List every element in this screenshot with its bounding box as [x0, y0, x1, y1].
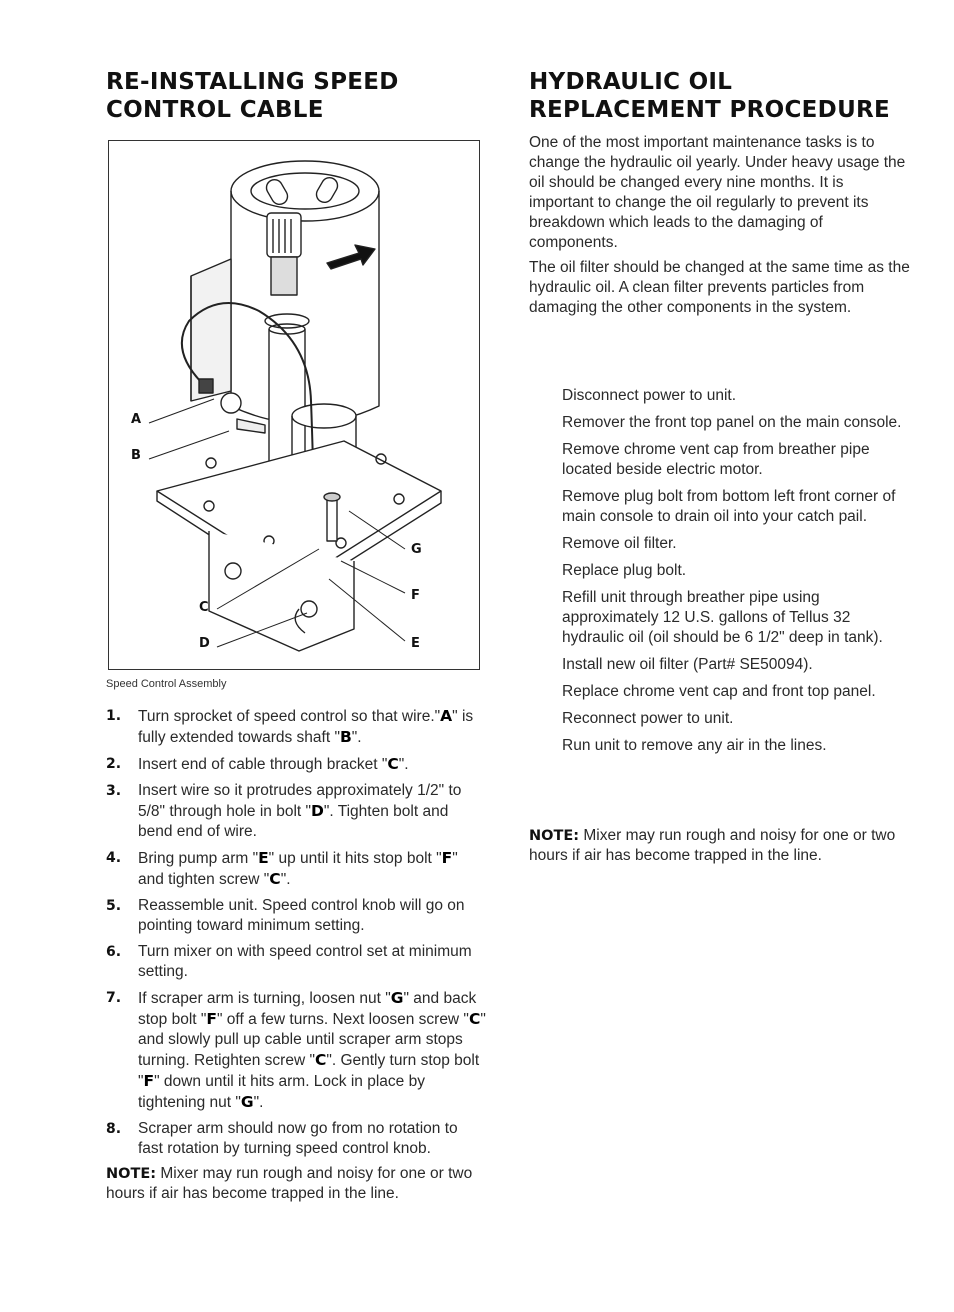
- oil-filter-mesh: [271, 257, 297, 295]
- procedure-item: Replace plug bolt.: [562, 562, 687, 579]
- step-text-segment: " and back stop bolt ": [138, 990, 477, 1028]
- step-text: [138, 942, 486, 982]
- procedure-item: Remover the front top panel on the main console.: [562, 414, 902, 431]
- step-text-segment: Turn mixer on with speed control set at minimum setting.: [138, 943, 472, 980]
- step-text-segment: ".: [398, 756, 409, 773]
- figure-caption: Speed Control Assembly: [106, 678, 227, 690]
- step-item: [106, 754, 486, 775]
- label-B: B: [131, 448, 141, 463]
- step-text-segment: " down until it hits arm. Lock in place by tightening nut ": [138, 1073, 425, 1111]
- hydraulic-intro: [529, 133, 911, 323]
- heading-line-2: REPLACEMENT PROCEDURE: [529, 97, 891, 123]
- step-number: 5.: [106, 898, 122, 914]
- step-text: [138, 754, 486, 775]
- speed-control-steps: [106, 706, 486, 1165]
- step-number: 6.: [106, 944, 122, 960]
- step-number: 8.: [106, 1121, 122, 1137]
- procedure-item: Remove chrome vent cap from breather pipe located beside electric motor.: [562, 441, 870, 478]
- step-text: [138, 1119, 486, 1159]
- procedure-item: Remove plug bolt from bottom left front corner of main console to drain oil into your catch pail.: [562, 488, 896, 525]
- step-text-segment: " up until it hits stop bolt ": [268, 850, 442, 867]
- step-text-segment: ". Gently turn stop bolt ": [138, 1052, 480, 1090]
- note-text: Mixer may run rough and noisy for one or two hours if air has become trapped in the line.: [529, 827, 896, 864]
- oil-filter-cap: [267, 213, 301, 257]
- label-F: F: [411, 588, 420, 603]
- label-E: E: [411, 636, 420, 651]
- step-text-segment: Insert wire so it protrudes approximately 1/2" to 5/8" through hole in bolt ": [138, 782, 462, 820]
- procedure-item: Replace chrome vent cap and front top panel.: [562, 683, 876, 700]
- step-text-segment: Scraper arm should now go from no rotation to fast rotation by turning speed control knob.: [138, 1120, 458, 1157]
- step-text: [138, 988, 486, 1113]
- heading-line-1: RE-INSTALLING SPEED: [106, 69, 399, 95]
- motor-top: [231, 161, 379, 221]
- step-item: [106, 706, 486, 748]
- reference-letter: C: [387, 755, 399, 773]
- reference-letter: G: [390, 989, 404, 1007]
- step-text-segment: Reassemble unit. Speed control knob will go on pointing toward minimum setting.: [138, 897, 465, 934]
- step-text: [138, 848, 486, 890]
- reference-letter: C: [468, 1010, 481, 1028]
- step-text-segment: ".: [253, 1094, 264, 1111]
- step-number: 7.: [106, 990, 122, 1006]
- reference-letter: D: [311, 802, 324, 820]
- step-number: 2.: [106, 756, 122, 772]
- heading-line-1: HYDRAULIC OIL: [529, 69, 733, 95]
- step-text-segment: " and slowly pull up cable until scraper arm stops turning. Retighten screw ": [138, 1011, 486, 1069]
- label-A: A: [131, 412, 142, 427]
- note-label: NOTE:: [529, 828, 580, 844]
- procedure-item: Reconnect power to unit.: [562, 710, 734, 727]
- step-item: [106, 781, 486, 842]
- step-item: [106, 848, 486, 890]
- right-column: [529, 68, 913, 124]
- step-text-segment: " and tighten screw ": [138, 850, 458, 888]
- procedure-item: Refill unit through breather pipe using approximately 12 U.S. gallons of Tellus 32 hydraulic oil (oil should be 6 1/2" deep in tank).: [562, 589, 883, 646]
- step-text: [138, 781, 486, 842]
- step-text-segment: " is fully extended towards shaft ": [138, 708, 474, 746]
- reference-letter: B: [339, 728, 352, 746]
- intro-paragraph-1: One of the most important maintenance tasks is to change the hydraulic oil yearly. Under heavy usage the oil should be changed every nine months. It is important to change the oil regularly to prevent its breakdown which leads to the damaging of components.: [529, 134, 906, 251]
- procedure-item: Disconnect power to unit.: [562, 387, 737, 404]
- assembly-diagram: [109, 141, 479, 669]
- step-text: [138, 706, 486, 748]
- reference-letter: G: [240, 1093, 254, 1111]
- procedure-item: Run unit to remove any air in the lines.: [562, 737, 827, 754]
- note-left: [106, 1164, 486, 1204]
- note-label: NOTE:: [106, 1166, 157, 1182]
- step-number: 3.: [106, 783, 122, 799]
- note-text: Mixer may run rough and noisy for one or two hours if air has become trapped in the line.: [106, 1165, 473, 1202]
- intro-paragraph-2: The oil filter should be changed at the same time as the hydraulic oil. A clean filter prevents particles from damaging the other components in the system.: [529, 259, 910, 316]
- step-number: 1.: [106, 708, 122, 724]
- reference-letter: F: [441, 849, 453, 867]
- step-item: [106, 942, 486, 982]
- step-text: [138, 896, 486, 936]
- label-G: G: [411, 542, 422, 557]
- reference-letter: F: [143, 1072, 155, 1090]
- note-right: [529, 826, 911, 866]
- step-item: [106, 988, 486, 1113]
- reference-letter: E: [258, 849, 269, 867]
- step-text-segment: Turn sprocket of speed control so that wire.": [138, 708, 441, 725]
- left-column: [106, 68, 484, 124]
- step-text-segment: If scraper arm is turning, loosen nut ": [138, 990, 391, 1007]
- reference-letter: C: [269, 870, 281, 888]
- reference-letter: C: [314, 1051, 327, 1069]
- speed-control-assembly-figure: [108, 140, 480, 670]
- label-D: D: [199, 636, 210, 651]
- rotation-arrow: [327, 245, 375, 269]
- step-text-segment: ". Tighten bolt and bend end of wire.: [138, 803, 449, 840]
- section-heading-hydraulic-oil: [529, 68, 913, 124]
- step-text-segment: " off a few turns. Next loosen screw ": [217, 1011, 469, 1028]
- reference-letter: F: [206, 1010, 217, 1028]
- step-text-segment: Bring pump arm ": [138, 850, 259, 867]
- procedure-item: Remove oil filter.: [562, 535, 677, 552]
- step-number: 4.: [106, 850, 122, 866]
- step-text-segment: ".: [280, 871, 291, 888]
- heading-line-2: CONTROL CABLE: [106, 97, 324, 123]
- step-text-segment: ".: [351, 729, 362, 746]
- reference-letter: A: [440, 707, 453, 725]
- hydraulic-procedure-list: [562, 386, 912, 763]
- step-item: [106, 896, 486, 936]
- step-text-segment: Insert end of cable through bracket ": [138, 756, 388, 773]
- procedure-item: Install new oil filter (Part# SE50094).: [562, 656, 813, 673]
- section-heading-speed-control: [106, 68, 484, 124]
- step-item: [106, 1119, 486, 1159]
- label-C: C: [199, 600, 209, 615]
